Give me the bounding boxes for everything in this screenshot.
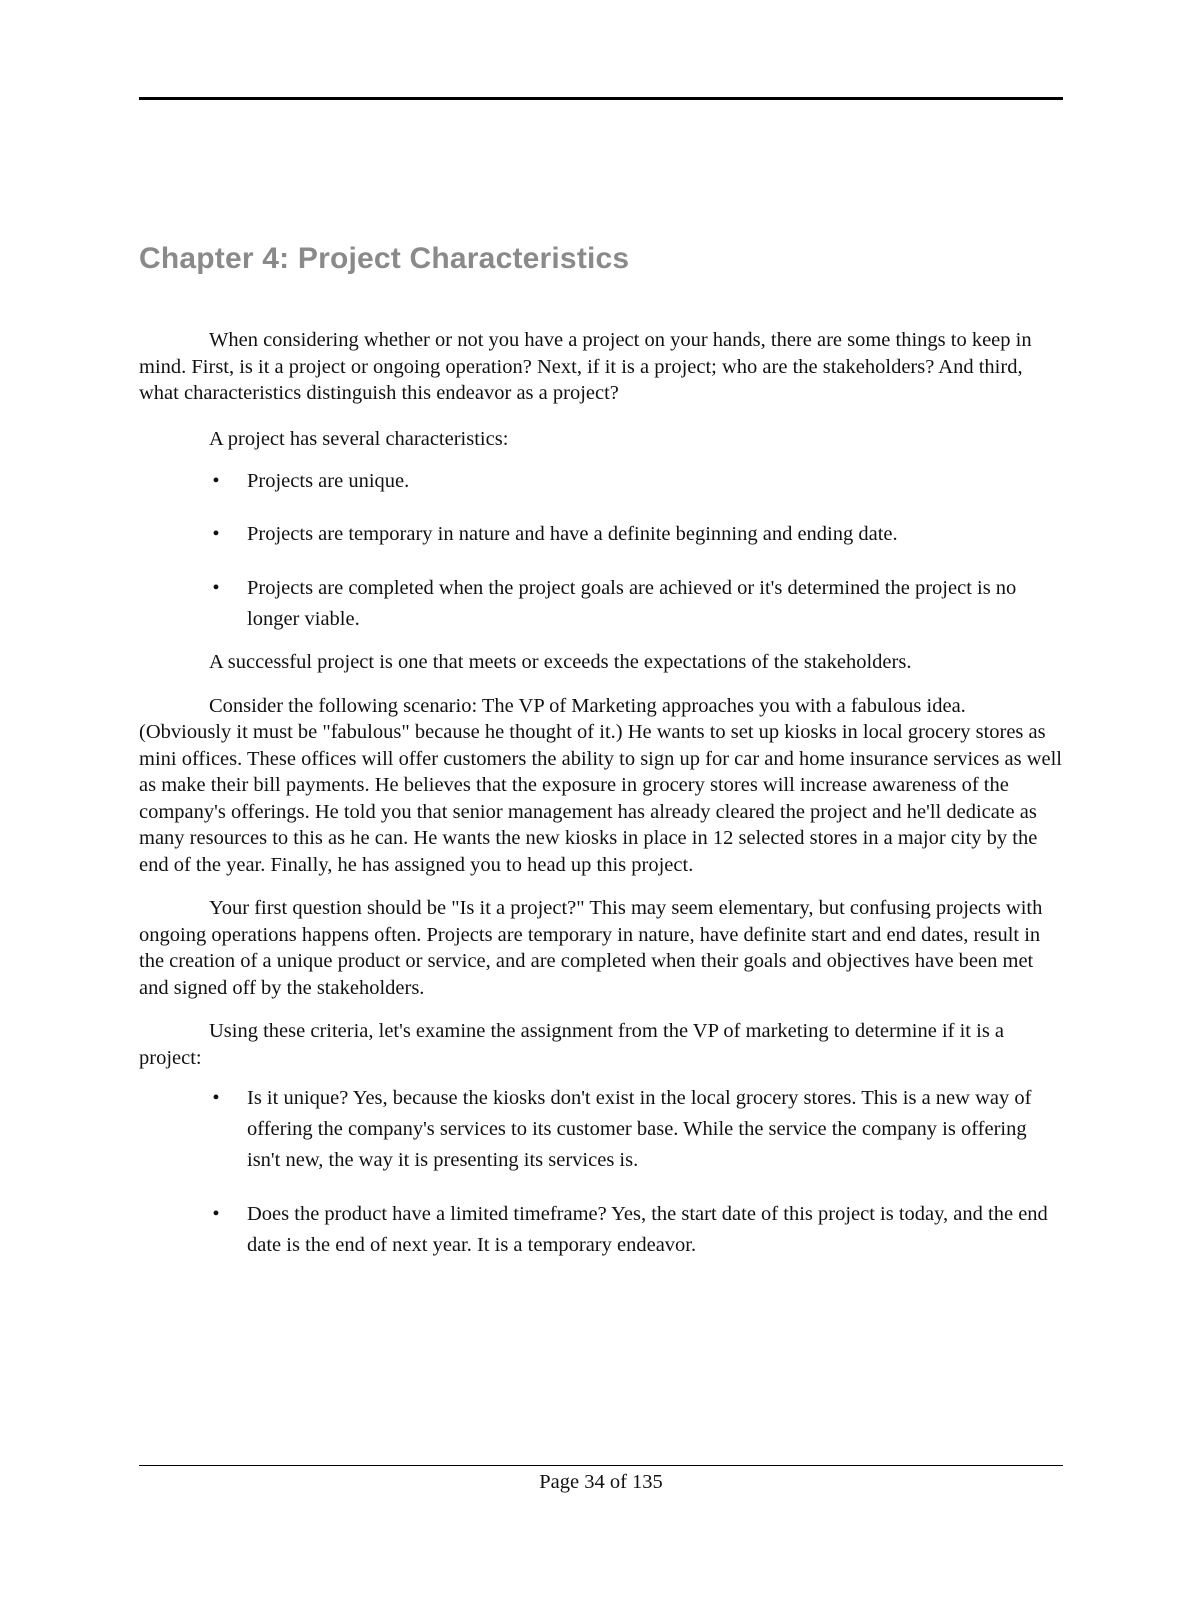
characteristics-list xyxy=(139,466,1063,635)
list-item xyxy=(139,573,1063,635)
success-paragraph: A successful project is one that meets or exceeds the expectations of the stakeholders. xyxy=(209,651,912,673)
bullet-icon: • xyxy=(212,523,220,545)
list-item-text: Projects are temporary in nature and have a definite beginning and ending date. xyxy=(247,523,898,545)
criteria-lead-paragraph: Using these criteria, let's examine the assignment from the VP of marketing to determine if it is a project: xyxy=(139,1020,1005,1069)
bullet-icon: • xyxy=(212,1087,220,1109)
page-number: Page 34 of 135 xyxy=(539,1471,663,1493)
header-rule xyxy=(139,97,1063,100)
list-item xyxy=(139,519,1063,550)
chapter-title: Chapter 4: Project Characteristics xyxy=(139,242,630,275)
bullet-icon: • xyxy=(212,577,220,599)
list-item-text: Projects are completed when the project goals are achieved or it's determined the project is no longer viable. xyxy=(247,577,1017,630)
list-item-text: Projects are unique. xyxy=(247,470,410,492)
first-question-paragraph: Your first question should be "Is it a project?" This may seem elementary, but confusing projects with ongoing operations happens often. Projects are temporary in nature, have definite start and end dates, result in the creation of a unique product or service, and are completed when their goals and objectives have been met and signed off by the stakeholders. xyxy=(139,897,1043,999)
footer-rule xyxy=(139,1465,1063,1466)
list-item-text: Is it unique? Yes, because the kiosks don't exist in the local grocery stores. This is a new way of offering the company's services to its customer base. While the service the company is offering isn't new, the way it is presenting its services is. xyxy=(247,1087,1032,1171)
list-item xyxy=(139,1199,1063,1261)
list-item-text: Does the product have a limited timeframe? Yes, the start date of this project is today, and the end date is the end of next year. It is a temporary endeavor. xyxy=(247,1203,1048,1256)
list-item xyxy=(139,466,1063,497)
page-body xyxy=(139,327,1063,1261)
list-item xyxy=(139,1083,1063,1176)
bullet-icon: • xyxy=(212,470,220,492)
bullet-icon: • xyxy=(212,1203,220,1225)
scenario-paragraph: Consider the following scenario: The VP of Marketing approaches you with a fabulous idea. (Obviously it must be "fabulous" because he thought of it.) He wants to set up kiosks in local grocery stores as mini offices. These offices will offer customers the ability to sign up for car and home insurance services as well as make their bill payments. He believes that the exposure in grocery stores will increase awareness of the company's offerings. He told you that senior management has already cleared the project and he'll dedicate as many resources to this as he can. He wants the new kiosks in place in 12 selected stores in a major city by the end of the year. Finally, he has assigned you to head up this project. xyxy=(139,694,1063,876)
criteria-list xyxy=(139,1083,1063,1261)
intro-paragraph: When considering whether or not you have a project on your hands, there are some things to keep in mind. First, is it a project or ongoing operation? Next, if it is a project; who are the stakeholders? And third, what characteristics distinguish this endeavor as a project? xyxy=(139,329,1032,404)
characteristics-lead-paragraph: A project has several characteristics: xyxy=(209,427,509,450)
